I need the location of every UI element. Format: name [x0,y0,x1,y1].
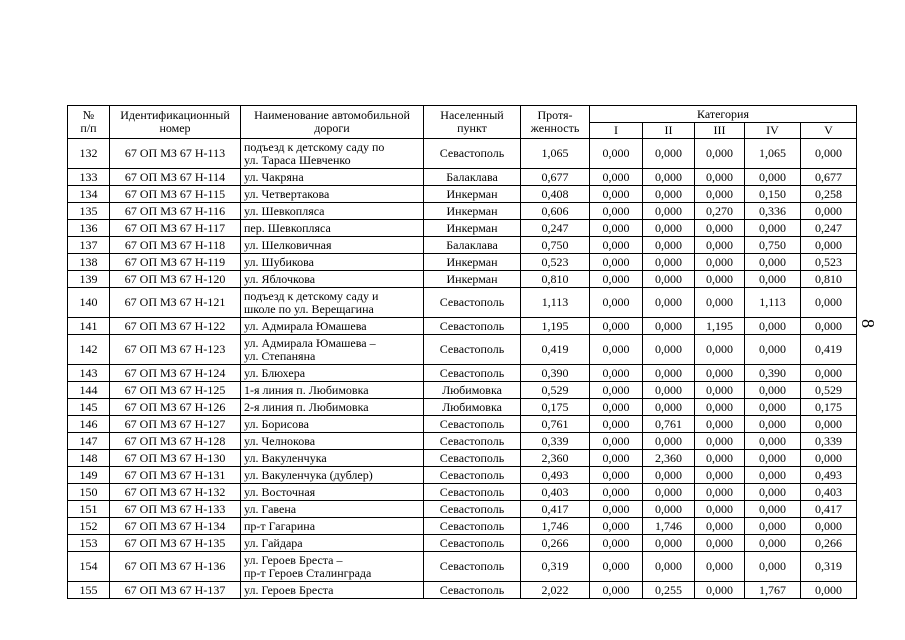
table-row [68,535,857,552]
table-row [68,433,857,450]
table-row [68,382,857,399]
row-road-name: ул. Шелковичная [241,237,424,254]
row-category-3: 0,000 [695,288,745,318]
row-category-2: 0,761 [643,416,695,433]
row-road-name: подъезд к детскому саду и школе по ул. Верещагина [241,288,424,318]
table-row [68,220,857,237]
table-body [68,139,857,599]
row-category-3: 0,000 [695,335,745,365]
header-number: № п/п [68,106,110,139]
row-identifier: 67 ОП МЗ 67 Н-115 [110,186,241,203]
row-category-5: 0,677 [801,169,857,186]
row-category-5: 0,810 [801,271,857,288]
row-category-3: 0,000 [695,552,745,582]
row-category-2: 0,000 [643,203,695,220]
row-road-name: ул. Гайдара [241,535,424,552]
row-road-name: ул. Адмирала Юмашева – ул. Степаняна [241,335,424,365]
row-number: 144 [68,382,110,399]
table-row [68,501,857,518]
row-number: 151 [68,501,110,518]
row-category-5: 0,000 [801,450,857,467]
row-road-name: ул. Яблочкова [241,271,424,288]
row-length: 2,360 [521,450,590,467]
row-road-name: ул. Адмирала Юмашева [241,318,424,335]
row-length: 0,677 [521,169,590,186]
row-settlement: Севастополь [424,582,521,599]
row-length: 1,195 [521,318,590,335]
row-category-4: 0,000 [745,169,801,186]
row-length: 1,113 [521,288,590,318]
row-settlement: Севастополь [424,416,521,433]
row-road-name: ул. Вакуленчука [241,450,424,467]
row-identifier: 67 ОП МЗ 67 Н-116 [110,203,241,220]
row-category-4: 0,000 [745,501,801,518]
row-category-2: 0,000 [643,254,695,271]
row-number: 133 [68,169,110,186]
row-category-3: 0,000 [695,399,745,416]
row-category-4: 0,000 [745,335,801,365]
table-row [68,335,857,365]
row-identifier: 67 ОП МЗ 67 Н-132 [110,484,241,501]
row-category-2: 0,000 [643,467,695,484]
row-category-3: 0,000 [695,186,745,203]
row-identifier: 67 ОП МЗ 67 Н-135 [110,535,241,552]
row-settlement: Балаклава [424,237,521,254]
row-category-3: 0,000 [695,535,745,552]
table-row [68,271,857,288]
header-category: Категория [590,106,857,123]
row-category-5: 0,529 [801,382,857,399]
row-identifier: 67 ОП МЗ 67 Н-137 [110,582,241,599]
row-category-4: 0,390 [745,365,801,382]
row-number: 141 [68,318,110,335]
row-category-3: 0,000 [695,467,745,484]
row-category-1: 0,000 [590,186,643,203]
row-category-5: 0,175 [801,399,857,416]
row-settlement: Севастополь [424,450,521,467]
row-length: 0,417 [521,501,590,518]
row-settlement: Любимовка [424,382,521,399]
roads-table [67,105,857,599]
row-category-3: 0,000 [695,169,745,186]
row-category-3: 0,000 [695,433,745,450]
row-settlement: Севастополь [424,335,521,365]
row-settlement: Севастополь [424,139,521,169]
table-row [68,365,857,382]
page-number: 8 [858,319,878,328]
table-row [68,254,857,271]
row-category-1: 0,000 [590,220,643,237]
row-identifier: 67 ОП МЗ 67 Н-126 [110,399,241,416]
table-row [68,237,857,254]
row-identifier: 67 ОП МЗ 67 Н-128 [110,433,241,450]
row-number: 145 [68,399,110,416]
row-category-3: 0,000 [695,237,745,254]
row-category-4: 0,000 [745,254,801,271]
row-length: 0,810 [521,271,590,288]
row-road-name: 2-я линия п. Любимовка [241,399,424,416]
row-number: 143 [68,365,110,382]
row-settlement: Севастополь [424,552,521,582]
row-settlement: Любимовка [424,399,521,416]
row-road-name: ул. Гавена [241,501,424,518]
row-road-name: ул. Челнокова [241,433,424,450]
row-category-4: 0,000 [745,433,801,450]
row-road-name: ул. Чакряна [241,169,424,186]
row-category-2: 0,000 [643,484,695,501]
row-category-5: 0,493 [801,467,857,484]
row-category-1: 0,000 [590,254,643,271]
row-category-2: 0,000 [643,139,695,169]
row-settlement: Севастополь [424,501,521,518]
row-category-3: 0,000 [695,518,745,535]
row-length: 0,523 [521,254,590,271]
row-settlement: Инкерман [424,271,521,288]
row-category-5: 0,000 [801,416,857,433]
row-category-2: 0,000 [643,318,695,335]
row-category-5: 0,000 [801,288,857,318]
row-category-4: 0,000 [745,552,801,582]
table-row [68,518,857,535]
row-category-5: 0,266 [801,535,857,552]
row-category-4: 0,000 [745,535,801,552]
row-settlement: Севастополь [424,518,521,535]
table-row [68,552,857,582]
row-length: 0,493 [521,467,590,484]
row-number: 135 [68,203,110,220]
row-length: 0,529 [521,382,590,399]
row-category-5: 0,000 [801,237,857,254]
row-category-1: 0,000 [590,552,643,582]
row-category-4: 0,000 [745,220,801,237]
header-road-name: Наименование автомобильной дороги [241,106,424,139]
row-number: 142 [68,335,110,365]
row-settlement: Инкерман [424,186,521,203]
row-length: 0,606 [521,203,590,220]
row-category-4: 0,750 [745,237,801,254]
row-number: 155 [68,582,110,599]
row-category-3: 0,000 [695,501,745,518]
row-category-2: 0,000 [643,365,695,382]
row-category-5: 0,000 [801,139,857,169]
row-category-4: 0,000 [745,318,801,335]
row-category-3: 0,000 [695,220,745,237]
row-identifier: 67 ОП МЗ 67 Н-117 [110,220,241,237]
row-road-name: ул. Борисова [241,416,424,433]
row-category-5: 0,339 [801,433,857,450]
row-number: 152 [68,518,110,535]
row-category-5: 0,419 [801,335,857,365]
row-road-name: ул. Вакуленчука (дублер) [241,467,424,484]
row-settlement: Севастополь [424,484,521,501]
row-road-name: ул. Четвертакова [241,186,424,203]
row-settlement: Севастополь [424,288,521,318]
header-category-2: II [643,123,695,139]
row-category-2: 0,000 [643,399,695,416]
row-road-name: ул. Героев Бреста – пр-т Героев Сталинграда [241,552,424,582]
row-category-1: 0,000 [590,484,643,501]
row-category-1: 0,000 [590,433,643,450]
row-category-1: 0,000 [590,365,643,382]
row-number: 134 [68,186,110,203]
row-identifier: 67 ОП МЗ 67 Н-121 [110,288,241,318]
row-category-2: 0,000 [643,382,695,399]
row-length: 0,266 [521,535,590,552]
row-identifier: 67 ОП МЗ 67 Н-118 [110,237,241,254]
row-category-3: 1,195 [695,318,745,335]
row-category-1: 0,000 [590,139,643,169]
row-category-5: 0,247 [801,220,857,237]
row-category-1: 0,000 [590,416,643,433]
row-category-1: 0,000 [590,518,643,535]
row-category-4: 0,000 [745,484,801,501]
table-row [68,399,857,416]
row-settlement: Инкерман [424,203,521,220]
row-category-5: 0,000 [801,203,857,220]
row-identifier: 67 ОП МЗ 67 Н-133 [110,501,241,518]
row-category-1: 0,000 [590,582,643,599]
row-category-3: 0,000 [695,484,745,501]
row-identifier: 67 ОП МЗ 67 Н-120 [110,271,241,288]
row-number: 146 [68,416,110,433]
row-category-4: 0,000 [745,467,801,484]
row-category-4: 0,000 [745,450,801,467]
table-row [68,450,857,467]
row-category-1: 0,000 [590,335,643,365]
row-identifier: 67 ОП МЗ 67 Н-113 [110,139,241,169]
row-number: 153 [68,535,110,552]
row-number: 150 [68,484,110,501]
row-settlement: Севастополь [424,535,521,552]
row-category-4: 0,000 [745,382,801,399]
row-category-5: 0,000 [801,518,857,535]
row-settlement: Севастополь [424,365,521,382]
row-category-5: 0,403 [801,484,857,501]
row-category-3: 0,000 [695,254,745,271]
row-number: 137 [68,237,110,254]
table-row [68,288,857,318]
row-length: 0,419 [521,335,590,365]
row-length: 1,746 [521,518,590,535]
table-row [68,139,857,169]
row-identifier: 67 ОП МЗ 67 Н-122 [110,318,241,335]
row-category-4: 1,767 [745,582,801,599]
row-category-3: 0,000 [695,416,745,433]
header-identifier: Идентификационный номер [110,106,241,139]
row-category-1: 0,000 [590,501,643,518]
row-number: 139 [68,271,110,288]
row-length: 0,750 [521,237,590,254]
header-category-1: I [590,123,643,139]
row-number: 140 [68,288,110,318]
row-category-2: 0,000 [643,288,695,318]
row-identifier: 67 ОП МЗ 67 Н-119 [110,254,241,271]
row-settlement: Инкерман [424,220,521,237]
row-identifier: 67 ОП МЗ 67 Н-125 [110,382,241,399]
row-number: 149 [68,467,110,484]
row-category-1: 0,000 [590,535,643,552]
row-category-4: 1,113 [745,288,801,318]
row-category-3: 0,000 [695,271,745,288]
row-number: 147 [68,433,110,450]
row-settlement: Балаклава [424,169,521,186]
row-category-3: 0,000 [695,450,745,467]
row-settlement: Севастополь [424,318,521,335]
row-length: 1,065 [521,139,590,169]
row-length: 0,761 [521,416,590,433]
row-category-5: 0,000 [801,318,857,335]
row-identifier: 67 ОП МЗ 67 Н-123 [110,335,241,365]
row-category-5: 0,417 [801,501,857,518]
table-row [68,484,857,501]
row-road-name: ул. Шубикова [241,254,424,271]
table-header [68,106,857,139]
row-category-2: 0,000 [643,552,695,582]
row-category-2: 0,000 [643,169,695,186]
row-length: 0,339 [521,433,590,450]
row-category-3: 0,000 [695,139,745,169]
row-identifier: 67 ОП МЗ 67 Н-130 [110,450,241,467]
row-category-2: 0,000 [643,220,695,237]
row-length: 0,408 [521,186,590,203]
header-length: Протя- женность [521,106,590,139]
row-category-1: 0,000 [590,288,643,318]
row-category-1: 0,000 [590,203,643,220]
row-length: 0,319 [521,552,590,582]
row-length: 0,403 [521,484,590,501]
row-number: 138 [68,254,110,271]
row-category-1: 0,000 [590,169,643,186]
row-category-4: 0,000 [745,399,801,416]
row-category-5: 0,000 [801,582,857,599]
row-category-3: 0,000 [695,365,745,382]
row-category-4: 1,065 [745,139,801,169]
row-identifier: 67 ОП МЗ 67 Н-124 [110,365,241,382]
row-category-1: 0,000 [590,237,643,254]
row-category-2: 0,000 [643,501,695,518]
row-identifier: 67 ОП МЗ 67 Н-127 [110,416,241,433]
row-category-2: 1,746 [643,518,695,535]
row-category-2: 0,000 [643,433,695,450]
row-category-5: 0,523 [801,254,857,271]
row-category-2: 0,000 [643,237,695,254]
row-category-1: 0,000 [590,271,643,288]
table-row [68,186,857,203]
row-category-1: 0,000 [590,318,643,335]
row-road-name: подъезд к детскому саду по ул. Тараса Шевченко [241,139,424,169]
row-road-name: ул. Восточная [241,484,424,501]
row-category-3: 0,000 [695,582,745,599]
row-road-name: ул. Героев Бреста [241,582,424,599]
row-category-4: 0,150 [745,186,801,203]
row-number: 148 [68,450,110,467]
row-category-5: 0,000 [801,365,857,382]
row-number: 154 [68,552,110,582]
row-length: 2,022 [521,582,590,599]
row-settlement: Инкерман [424,254,521,271]
row-length: 0,175 [521,399,590,416]
table-row [68,582,857,599]
header-settlement: Населенный пункт [424,106,521,139]
row-category-2: 0,255 [643,582,695,599]
row-length: 0,247 [521,220,590,237]
row-category-2: 0,000 [643,535,695,552]
row-category-1: 0,000 [590,399,643,416]
row-identifier: 67 ОП МЗ 67 Н-136 [110,552,241,582]
row-identifier: 67 ОП МЗ 67 Н-131 [110,467,241,484]
row-category-2: 0,000 [643,186,695,203]
header-category-4: IV [745,123,801,139]
table-row [68,318,857,335]
row-identifier: 67 ОП МЗ 67 Н-114 [110,169,241,186]
row-category-4: 0,000 [745,518,801,535]
row-category-2: 0,000 [643,271,695,288]
header-category-3: III [695,123,745,139]
row-road-name: ул. Шевкопляса [241,203,424,220]
row-identifier: 67 ОП МЗ 67 Н-134 [110,518,241,535]
row-road-name: ул. Блюхера [241,365,424,382]
row-settlement: Севастополь [424,467,521,484]
row-road-name: 1-я линия п. Любимовка [241,382,424,399]
table-row [68,416,857,433]
row-road-name: пр-т Гагарина [241,518,424,535]
row-category-5: 0,258 [801,186,857,203]
table-row [68,467,857,484]
row-length: 0,390 [521,365,590,382]
row-category-3: 0,270 [695,203,745,220]
row-category-3: 0,000 [695,382,745,399]
row-category-2: 2,360 [643,450,695,467]
row-category-4: 0,336 [745,203,801,220]
row-category-4: 0,000 [745,416,801,433]
table-row [68,169,857,186]
row-road-name: пер. Шевкопляса [241,220,424,237]
row-category-5: 0,319 [801,552,857,582]
row-number: 132 [68,139,110,169]
header-category-5: V [801,123,857,139]
row-category-2: 0,000 [643,335,695,365]
row-category-1: 0,000 [590,450,643,467]
row-number: 136 [68,220,110,237]
row-settlement: Севастополь [424,433,521,450]
table-row [68,203,857,220]
row-category-1: 0,000 [590,467,643,484]
row-category-1: 0,000 [590,382,643,399]
row-category-4: 0,000 [745,271,801,288]
